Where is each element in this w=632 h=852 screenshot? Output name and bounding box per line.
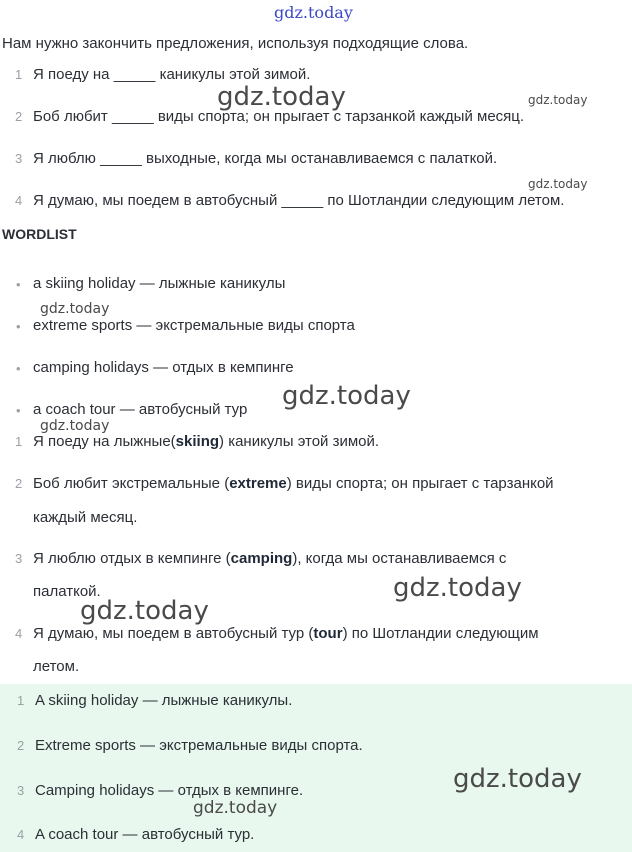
answer-text: Боб любит экстремальные (extreme) виды спорта; он прыгает с тарзанкой [33, 475, 554, 492]
watermark: gdz.today [282, 381, 411, 411]
translation-text: Extreme sports — экстремальные виды спорта. [35, 737, 363, 754]
watermark: gdz.today [217, 82, 346, 112]
task-number: 2 [15, 109, 23, 124]
translation-number: 3 [17, 783, 25, 798]
answer-text-continuation: палаткой. [33, 583, 101, 600]
translation-text: A skiing holiday — лыжные каникулы. [35, 692, 293, 709]
intro-text: Нам нужно закончить предложения, используя подходящие слова. [2, 35, 469, 52]
watermark: gdz.today [393, 573, 522, 603]
watermark: gdz.today [80, 596, 209, 626]
answer-text: Я поеду на лыжные(skiing) каникулы этой зимой. [33, 433, 380, 450]
answer-number: 4 [15, 626, 23, 641]
bullet-icon: • [16, 319, 21, 334]
wordlist-text: extreme sports — экстремальные виды спорта [33, 317, 355, 334]
answer-keyword: extreme [229, 475, 287, 492]
answer-keyword: skiing [175, 433, 220, 450]
wordlist-title: WORDLIST [2, 226, 77, 242]
translation-text: Camping holidays — отдых в кемпинге. [35, 782, 304, 799]
bullet-icon: • [16, 361, 21, 376]
watermark: gdz.today [453, 764, 582, 794]
task-number: 3 [15, 151, 23, 166]
watermark: gdz.today [193, 798, 278, 818]
task-text: Я поеду на _____ каникулы этой зимой. [33, 66, 311, 83]
watermark: gdz.today [528, 177, 588, 191]
answer-keyword: tour [313, 625, 343, 642]
watermark: gdz.today [40, 301, 110, 317]
answer-text: Я люблю отдых в кемпинге (camping), когда мы останавливаемся с [33, 550, 507, 567]
answer-text-continuation: каждый месяц. [33, 509, 138, 526]
translation-number: 4 [17, 827, 25, 842]
watermark: gdz.today [528, 93, 588, 107]
task-text: Боб любит _____ виды спорта; он прыгает с тарзанкой каждый месяц. [33, 108, 525, 125]
site-logo[interactable]: gdz.today [274, 3, 353, 22]
answer-number: 1 [15, 434, 23, 449]
translation-text: A coach tour — автобусный тур. [35, 826, 255, 843]
answer-keyword: camping [230, 550, 293, 567]
task-text: Я люблю _____ выходные, когда мы останавливаемся с палаткой. [33, 150, 498, 167]
wordlist-text: camping holidays — отдых в кемпинге [33, 359, 294, 376]
task-number: 4 [15, 193, 23, 208]
bullet-icon: • [16, 403, 21, 418]
answer-number: 3 [15, 551, 23, 566]
watermark: gdz.today [40, 418, 110, 434]
bullet-icon: • [16, 277, 21, 292]
wordlist-text: a coach tour — автобусный тур [33, 401, 248, 418]
task-text: Я думаю, мы поедем в автобусный _____ по Шотландии следующим летом. [33, 192, 565, 209]
translation-number: 2 [17, 738, 25, 753]
translation-number: 1 [17, 693, 25, 708]
answer-number: 2 [15, 476, 23, 491]
task-number: 1 [15, 67, 23, 82]
answer-text: Я думаю, мы поедем в автобусный тур (tour) по Шотландии следующим [33, 625, 539, 642]
answer-text-continuation: летом. [33, 658, 80, 675]
wordlist-text: a skiing holiday — лыжные каникулы [33, 275, 286, 292]
